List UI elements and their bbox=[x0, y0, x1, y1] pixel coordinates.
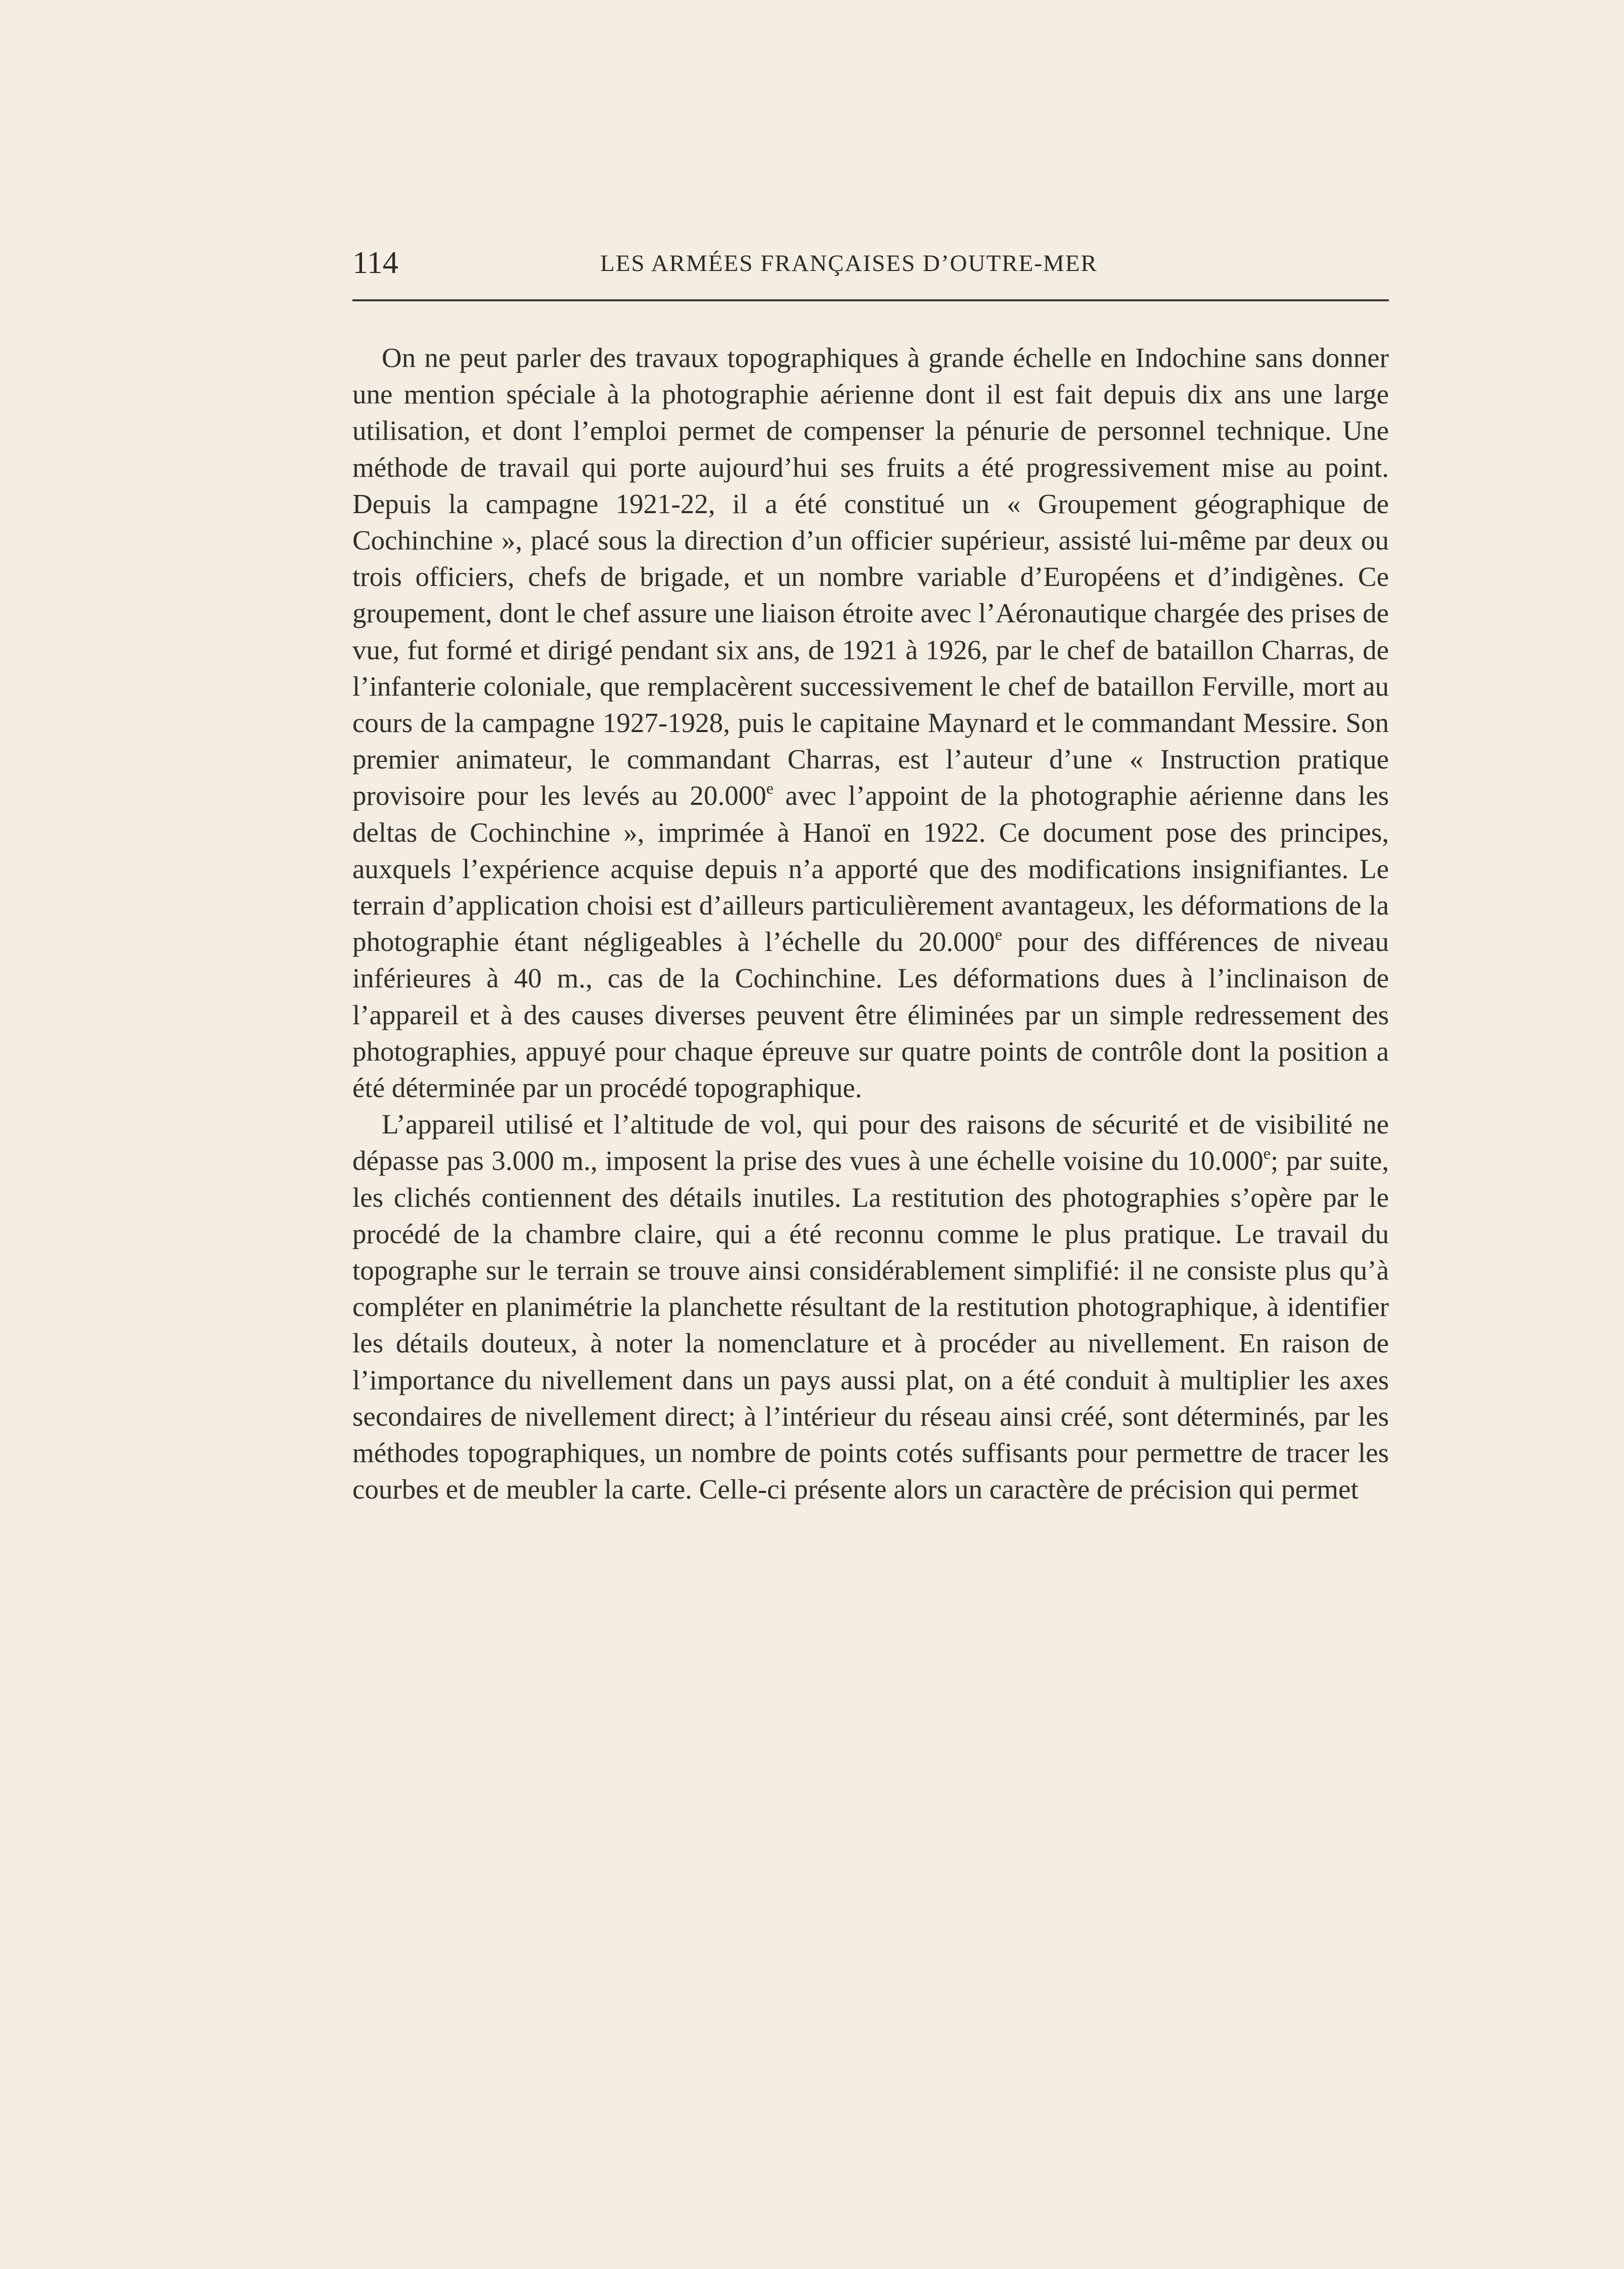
running-title: LES ARMÉES FRANÇAISES D’OUTRE-MER bbox=[600, 250, 1098, 277]
header-rule bbox=[352, 299, 1389, 301]
page-header bbox=[352, 243, 1389, 283]
paragraph-2 bbox=[352, 1106, 1389, 1508]
superscript: e bbox=[995, 925, 1003, 944]
superscript: e bbox=[1263, 1144, 1271, 1163]
page-number: 114 bbox=[352, 246, 398, 280]
text-segment: On ne peut parler des travaux topographiques à grande échelle en Indochine sans donner une mention spéciale à la photographie aérienne dont il est fait depuis dix ans une large utilisation, et dont l’emploi permet de compenser la pénurie de personnel technique. Une méthode de travail qui porte aujourd’hui ses fruits a été progressivement mise au point. Depuis la campagne 1921-22, il a été constitué un « Groupement géographique de Cochinchine », placé sous la direction d’un officier supérieur, assisté lui-même par deux ou trois officiers, chefs de brigade, et un nombre variable d’Européens et d’indigènes. Ce groupement, dont le chef assure une liaison étroite avec l’Aéronautique chargée des prises de vue, fut formé et dirigé pendant six ans, de 1921 à 1926, par le chef de bataillon Charras, de l’infanterie coloniale, que remplacèrent successivement le chef de bataillon Ferville, mort au cours de la campagne 1927-1928, puis le capitaine Maynard et le commandant Messire. Son premier animateur, le commandant Charras, est l’auteur d’une « Instruction pratique provisoire pour les levés au 20.000 bbox=[352, 342, 1389, 811]
superscript: e bbox=[766, 779, 774, 798]
text-segment: avec l’appoint de la photographie aérienne dans les deltas de Cochinchine », imprimée à Hanoï en 1922. Ce document pose des principes, auxquels l’expérience acquise depuis n’a apporté que des modifications insignifiantes. Le terrain d’application choisi est d’ailleurs particulièrement avantageux, les déformations de la photographie étant négligeables à l’échelle du 20.000 bbox=[352, 780, 1389, 958]
text-segment: pour des différences de niveau inférieures à 40 m., cas de la Cochinchine. Les déformations dues à l’inclinaison de l’appareil et à des causes diverses peuvent être éliminées par un simple redressement des photographies, appuyé pour chaque épreuve sur quatre points de contrôle dont la position a été déterminée par un procédé topographique. bbox=[352, 926, 1389, 1104]
body-text bbox=[352, 340, 1389, 1508]
text-segment: L’appareil utilisé et l’altitude de vol, qui pour des raisons de sécurité et de visibilité ne dépasse pas 3.000 m., imposent la prise des vues à une échelle voisine du 10.000 bbox=[352, 1109, 1389, 1176]
text-segment: ; par suite, les clichés contiennent des détails inutiles. La restitution des photographies s’opère par le procédé de la chambre claire, qui a été reconnu comme le plus pratique. Le travail du topographe sur le terrain se trouve ainsi considérablement simplifié: il ne consiste plus qu’à compléter en planimétrie la planchette résultant de la restitution photographique, à identifier les détails douteux, à noter la nomenclature et à procéder au nivellement. En raison de l’importance du nivellement dans un pays aussi plat, on a été conduit à multiplier les axes secondaires de nivellement direct; à l’intérieur du réseau ainsi créé, sont déterminés, par les méthodes topographiques, un nombre de points cotés suffisants pour permettre de tracer les courbes et de meubler la carte. Celle-ci présente alors un caractère de précision qui permet bbox=[352, 1145, 1389, 1505]
paragraph-1 bbox=[352, 340, 1389, 1106]
